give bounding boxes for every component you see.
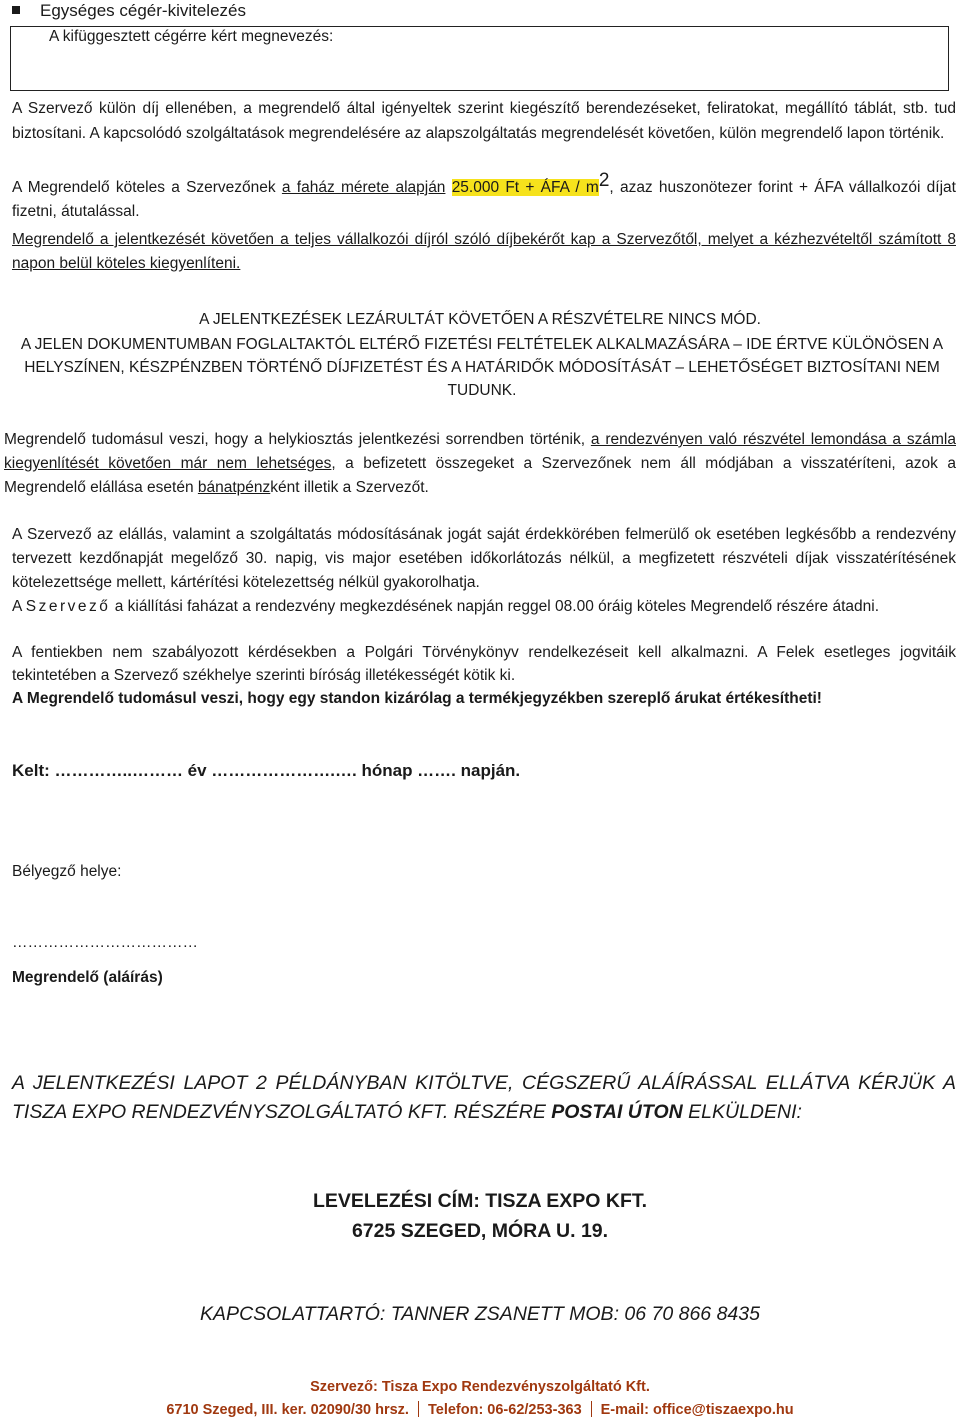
signage-name-box[interactable] bbox=[10, 26, 949, 91]
cancel-text-d: bánatpénz bbox=[197, 479, 271, 496]
closing-line-2c: ELKÜLDENI: bbox=[682, 1101, 802, 1123]
closing-line-1: A JELENTKEZÉSI LAPOT 2 PÉLDÁNYBAN KITÖLTVE, CÉGSZERŰ ALÁÍRÁSSAL ELLÁTVA KÉRJÜK A bbox=[12, 1072, 956, 1094]
stamp-place: Bélyegző helye: bbox=[12, 863, 122, 880]
notice-payment: A JELEN DOKUMENTUMBAN FOGLALTAKTÓL ELTÉRŐ FIZETÉSI FELTÉTELEK ALKALMAZÁSÁRA – IDE ÉRTVE KÜLÖNÖSEN A HELYSZÍNEN, KÉSZPÉNZBEN TÖRTÉNŐ DÍJFIZETÉST ÉS A HATÁRIDŐK MÓDOSÍTÁSÁT – LEHETŐSÉGET BIZTOSÍTANI NEM TUDUNK. bbox=[20, 336, 944, 399]
footer-org: Szervező: Tisza Expo Rendezvényszolgáltató Kft. bbox=[310, 1379, 650, 1395]
fee-unit-sup: 2 bbox=[598, 169, 610, 191]
fee-price: 25.000 Ft + ÁFA / m bbox=[451, 179, 599, 196]
footer-separator bbox=[418, 1401, 419, 1417]
paragraph-fee bbox=[12, 169, 956, 224]
closing-line-2 bbox=[12, 1101, 956, 1124]
bullet-icon bbox=[12, 6, 20, 14]
footer-details bbox=[0, 1401, 960, 1418]
paragraph-cancellation bbox=[4, 428, 956, 500]
paragraph-law: A fentiekben nem szabályozott kérdésekben a Polgári Törvénykönyv rendelkezéseit kell alkalmazni. A Felek esetleges jogvitáik tekintetében a Szervező székhelye szerinti bíróság illetékességét kötik ki. bbox=[12, 644, 956, 684]
signature-label: Megrendelő (aláírás) bbox=[12, 969, 163, 986]
fee-suffix: , azaz huszonötezer forint + ÁFA vállalkozói díjat fizetni, átutalással. bbox=[12, 179, 956, 220]
cancel-text-e: ként illetik a Szervezőt. bbox=[270, 479, 429, 496]
footer-address: 6710 Szeged, III. ker. 02090/30 hrsz. bbox=[166, 1402, 409, 1418]
cancel-text-c: , a befizetett összegeket a Szervezőnek nem áll módjában a visszatéríteni, azok a Megrendelő elállása esetén bbox=[4, 455, 957, 496]
notice-closed: A JELENTKEZÉSEK LEZÁRULTÁT KÖVETŐEN A RÉSZVÉTELRE NINCS MÓD. bbox=[199, 311, 761, 328]
address-line-1: LEVELEZÉSI CÍM: TISZA EXPO KFT. bbox=[312, 1190, 648, 1212]
fee-prefix: A Megrendelő köteles a Szervezőnek bbox=[12, 179, 282, 196]
paragraph-products: A Megrendelő tudomásul veszi, hogy egy standon kizárólag a termékjegyzékben szereplő árukat értékesítheti! bbox=[12, 690, 822, 707]
paragraph-extras: A Szervező külön díj ellenében, a megrendelő által igényeltek szerint kiegészítő berendezéseket, feliratokat, megállító táblát, stb. tud biztosítani. A kapcsolódó szolgáltatások megrendelésére az alapszolgáltatás megrendelését követően, külön megrendelő lapon történik. bbox=[12, 100, 956, 142]
cancel-text-b: a rendezvényen való részvétel lemondása a számla kiegyenlítését követően már nem lehetséges bbox=[4, 431, 956, 472]
signature-line[interactable]: ……………………………… bbox=[12, 934, 198, 951]
paragraph-invoice: Megrendelő a jelentkezését követően a teljes vállalkozói díjról szóló díjbekérőt kap a Szervezőtől, melyet a kézhezvételtől számított 8 napon belül köteles kiegyenlíteni. bbox=[12, 231, 956, 272]
footer-email[interactable]: E-mail: office@tiszaexpo.hu bbox=[600, 1402, 794, 1418]
section-heading bbox=[12, 0, 246, 22]
address-line-2: 6725 SZEGED, MÓRA U. 19. bbox=[351, 1220, 609, 1242]
handover-c: a kiállítási faházat a rendezvény megkezdésének napján reggel 08.00 óráig köteles Megrendelő részére átadni. bbox=[110, 598, 880, 615]
signage-name-value[interactable] bbox=[11, 47, 948, 55]
handover-a: A bbox=[12, 598, 26, 615]
date-line[interactable]: Kelt: …………..……… év ………………….…. hónap ……. napján. bbox=[12, 761, 521, 780]
paragraph-handover bbox=[12, 595, 956, 619]
handover-b: Szervező bbox=[25, 598, 111, 615]
contact-line: KAPCSOLATTARTÓ: TANNER ZSANETT MOB: 06 70 866 8435 bbox=[200, 1303, 760, 1325]
signage-name-label: A kifüggesztett cégérre kért megnevezés: bbox=[49, 28, 334, 45]
section-heading-text: Egységes cégér-kivitelezés bbox=[40, 1, 246, 20]
fee-basis: a faház mérete alapján bbox=[281, 179, 446, 196]
footer-phone: Telefon: 06-62/253-363 bbox=[427, 1402, 582, 1418]
closing-line-2a: TISZA EXPO RENDEZVÉNYSZOLGÁLTATÓ KFT. RÉSZÉRE bbox=[12, 1101, 552, 1123]
paragraph-withdrawal: A Szervező az elállás, valamint a szolgáltatás módosításának jogát saját érdekkörében felmerülő ok esetében legkésőbb a rendezvény tervezett kezdőnapját megelőző 30. napig, vis major esetében időkorlátozás nélkül, a megfizetett részvételi díjak visszatérítésének kötelezettsége mellett, kártérítési kötelezettség nélkül gyakorolhatja. bbox=[12, 526, 956, 591]
cancel-text-a: Megrendelő tudomásul veszi, hogy a helykiosztás jelentkezési sorrendben történik, bbox=[4, 431, 591, 448]
closing-line-2b: POSTAI ÚTON bbox=[551, 1101, 683, 1123]
footer-separator bbox=[591, 1401, 592, 1417]
